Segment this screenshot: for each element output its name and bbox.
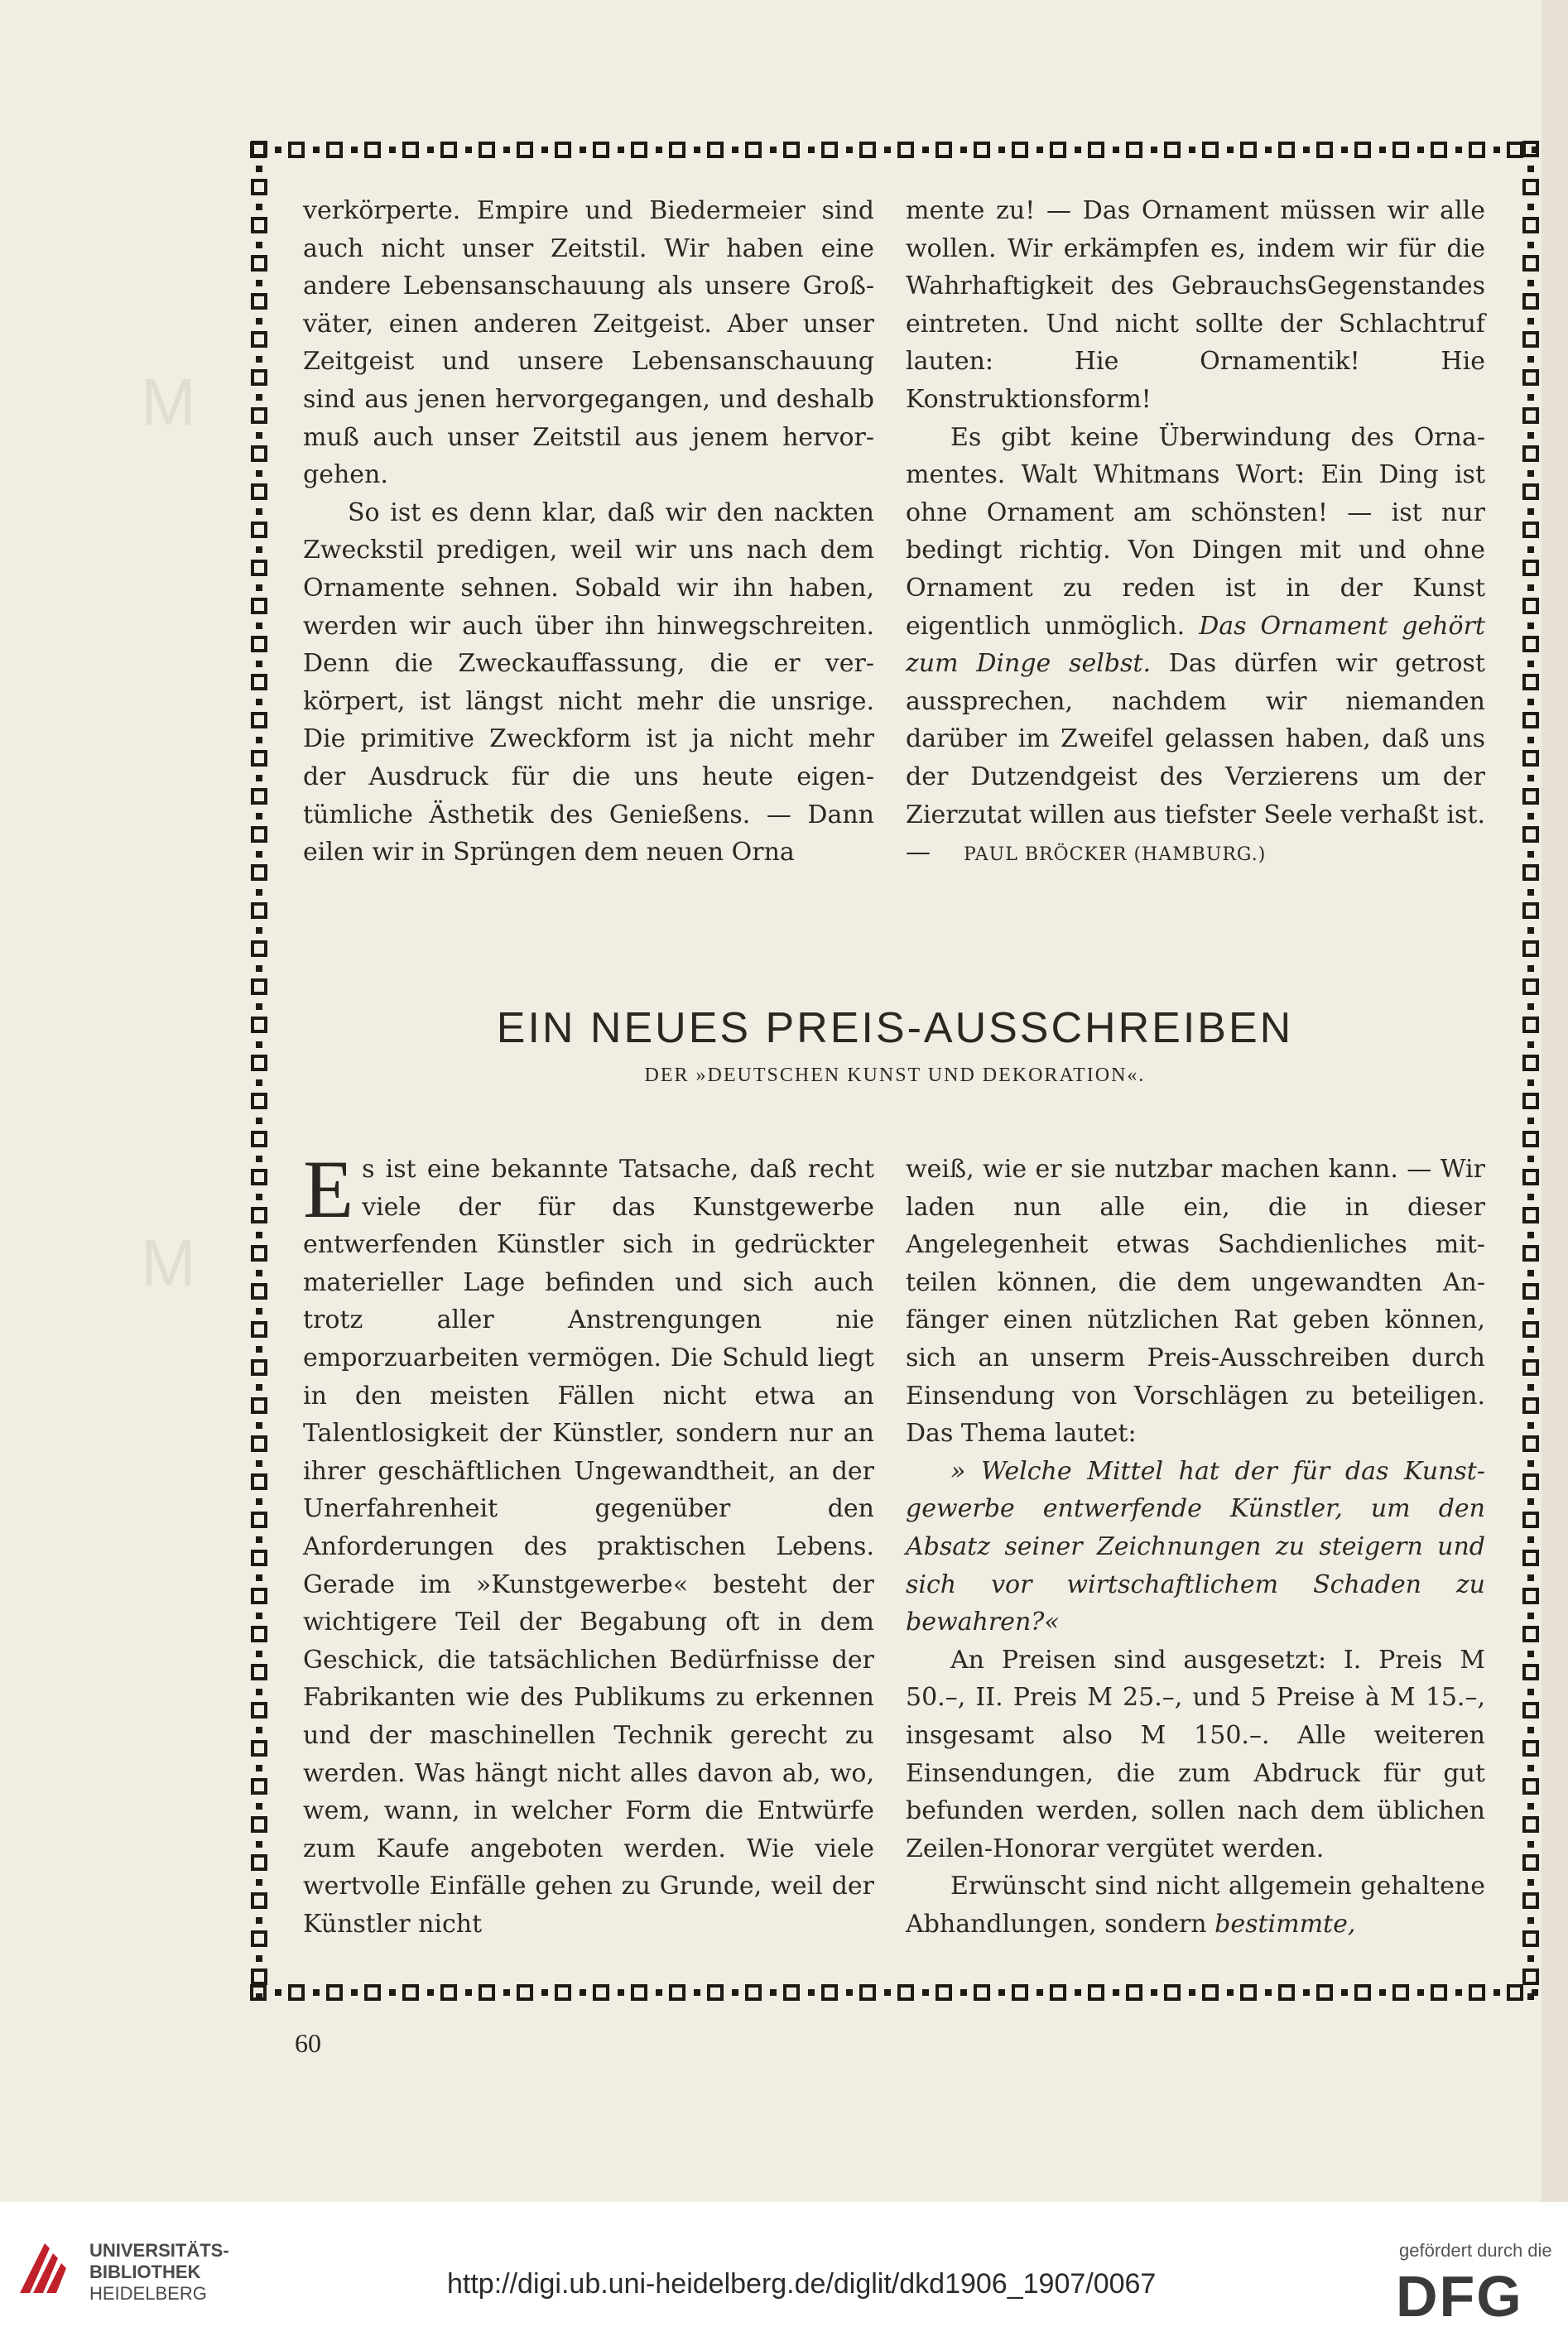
ornamental-border-right [1520,139,1542,2003]
article2-paragraph: An Preisen sind ausgesetzt: I. Preis M 50.–, II. Preis M 25.–, und 5 Preise à M 15.–, insgesamt also M 150.–. Alle weiteren Einsendungen, die zum Abdruck für gut befunden werden, sollen nach dem üblichen Zeilen-Honorar vergütet werden. [906,1645,1485,1863]
library-name-line: BIBLIOTHEK [89,2262,201,2282]
article2-paragraph: weiß, wie er sie nutzbar machen kann. — Wir laden nun alle ein, die in dieser Angelegenheit etwas Sachdienliches mitteilen können, die dem ungewandten Anfänger einen nützlichen Rat geben können, sich an unserm Preis-Ausschreiben durch Einsendung von Vorschlägen zu beteiligen. Das Thema lautet: [906,1155,1485,1449]
library-name [89,2240,229,2305]
article-title: EIN NEUES PREIS-AUSSCHREIBEN [496,1004,1294,1052]
dfg-logo: DFG [1396,2264,1523,2329]
text-run: Das dürfen wir getrost aussprechen, nachdem wir niemanden darüber im Zweifel gelassen haben, daß uns der Dutzendgeist des Verzierens um der Zierzutat willen aus tiefster Seele verhaßt ist. — [906,649,1485,868]
author-signature: PAUL BRÖCKER (HAMBURG.) [964,844,1267,866]
ornamental-border-left [248,139,270,2003]
page-number: 60 [295,2028,321,2058]
article2-paragraph [303,1143,874,1943]
footer-bar [0,2202,1568,2341]
text-run: s ist eine bekannte Tatsache, daß recht viele der für das Kunstgewerbe entwerfenden Künstler sich in gedrückter materieller Lage befinden und sich auch trotz aller Anstrengungen nie emporzuarbeiten vermögen. Die Schuld liegt in den meisten Fällen nicht etwa an Talentlosigkeit der Künstler, sondern nur an ihrer geschäftlichen Ungewandtheit, an der Unerfahrenheit gegenüber den Anforderungen des praktischen Lebens. Gerade im »Kunstgewerbe« besteht der wichtigere Teil der Begabung oft in dem Geschick, die tatsächlichen Bedürfnisse der Fabrikanten wie des Publikums zu erkennen und der maschinellen Technik gerecht zu werden. Was hängt nicht alles davon ab, wo, wem, wann, in welcher Form die Entwürfe zum Kaufe angeboten werden. Wie viele wertvolle Einfälle gehen zu Grunde, weil der Künstler nicht [303,1155,874,1939]
article1-paragraph: verkörperte. Empire und Biedermeier sind auch nicht unser Zeitstil. Wir haben eine andere Lebensanschauung als unsere Großväter, einen anderen Zeitgeist. Aber unser Zeitgeist und unsere Lebensanschauung sind aus jenen hervorgegangen, und deshalb muß auch unser Zeitstil aus jenem hervorgehen. [303,196,874,490]
ornamental-border-bottom [248,1982,1542,2003]
article1-paragraph [906,419,1485,874]
emphasis-text: » Welche Mittel hat der für das Kunstgewerbe entwerfende Künstler, um den Absatz seiner Zeichnungen zu steigern und sich vor wirtschaftlichem Schaden zu bewahren?« [906,1456,1485,1637]
text-run: Es gibt keine Überwindung des Ornamentes. Walt Whitmans Wort: Ein Ding ist ohne Ornament am schönsten! — ist nur bedingt richtig. Von Dingen mit und ohne Ornament zu reden ist in der Kunst eigentlich unmöglich. [906,422,1485,641]
bleed-through-mark: M [141,1226,196,1300]
article2-paragraph [906,1868,1485,1943]
article2-column-left [303,1143,874,1943]
article-subtitle: DER »DEUTSCHEN KUNST UND DEKORATION«. [644,1065,1146,1086]
article1-paragraph: So ist es denn klar, daß wir den nackten Zweckstil predigen, weil wir uns nach dem Ornamente sehnen. Sobald wir ihn haben, werden wir auch über ihn hinwegschreiten. Denn die Zweckauffassung, die er verkörpert, ist längst nicht mehr die unsrige. Die primitive Zweckform ist ja nicht mehr der Ausdruck für die uns heute eigentümliche Ästhetik des Genießens. — Dann eilen wir in Sprüngen dem neuen Orna [303,498,874,868]
page-edge [1542,0,1568,2202]
emphasis-text: bestimmte, [1214,1909,1356,1939]
article1-column-right [906,192,1485,874]
article1-column-left [303,192,874,872]
prize-theme [906,1453,1485,1642]
bleed-through-mark: M [141,365,196,439]
library-name-line: HEIDELBERG [89,2283,207,2304]
emphasis-text: Das Ornament gehört zum Dinge selbst. [906,611,1485,679]
source-url-link[interactable]: http://digi.ub.uni-heidelberg.de/diglit/dkd1906_1907/0067 [447,2268,1157,2300]
article1-paragraph: mente zu! — Das Ornament müssen wir alle wollen. Wir erkämpfen es, indem wir für die Wahrhaftigkeit des GebrauchsGegenstandes eintreten. Und nicht sollte der Schlachtruf lauten: Hie Ornamentik! Hie Konstruktionsform! [906,196,1485,414]
text-run: Erwünscht sind nicht allgemein gehaltene Abhandlungen, sondern [906,1872,1485,1939]
funded-by-label: gefördert durch die [1399,2240,1552,2261]
library-logo-icon [12,2235,78,2301]
ornamental-border-top [248,139,1542,161]
library-name-line: UNIVERSITÄTS- [89,2240,229,2261]
drop-cap: E [303,1143,354,1235]
article2-column-right [906,1151,1485,1943]
